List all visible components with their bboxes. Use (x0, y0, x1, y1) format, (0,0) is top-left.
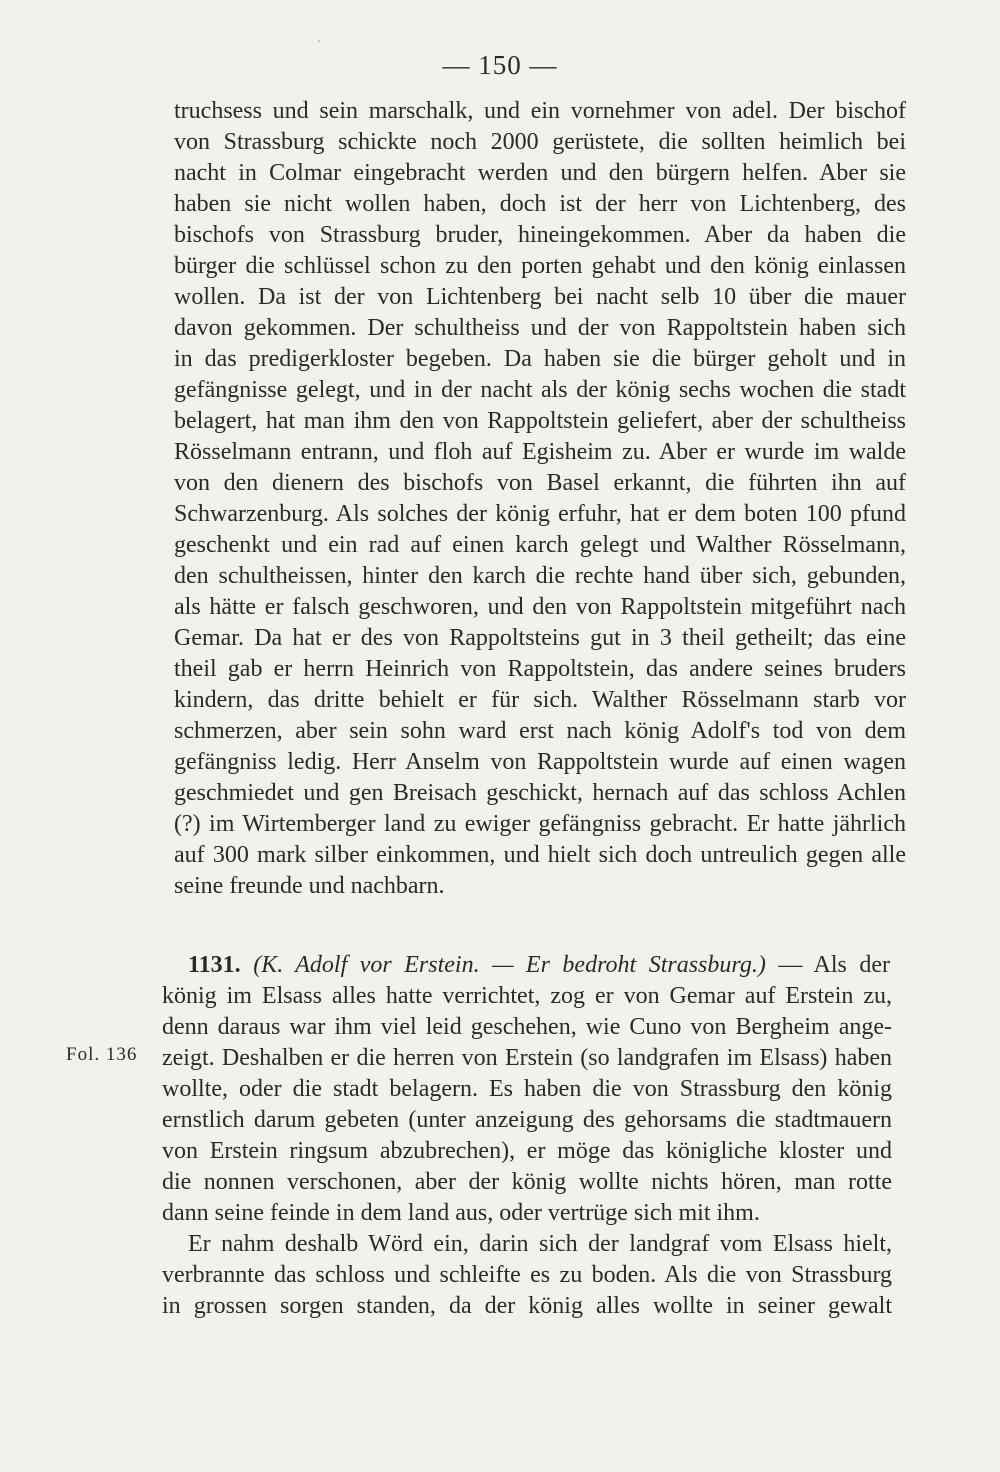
text-line: in das predigerkloster begeben. Da haben sie die bürger geholt und in (174, 346, 906, 372)
text-line: als hätte er falsch geschworen, und den von Rappoltstein mitgeführt nach (174, 594, 906, 620)
entry-heading-rest: — Als der (778, 952, 891, 978)
text-line: gefängniss ledig. Herr Anselm von Rappoltstein wurde auf einen wagen (174, 749, 906, 775)
text-line: geschenkt und ein rad auf einen karch gelegt und Walther Rösselmann, (174, 532, 906, 558)
text-line: zeigt. Deshalben er die herren von Erstein (so landgrafen im Elsass) haben (162, 1045, 892, 1071)
text-line: ernstlich darum gebeten (unter anzeigung des gehorsams die stadtmauern (162, 1107, 892, 1133)
text-line: nacht in Colmar eingebracht werden und den bürgern helfen. Aber sie (174, 160, 906, 186)
text-line: geschmiedet und gen Breisach geschickt, hernach auf das schloss Achlen (174, 780, 906, 806)
text-line: kindern, das dritte behielt er für sich. Walther Rösselmann starb vor (174, 687, 906, 713)
text-line: davon gekommen. Der schultheiss und der von Rappoltstein haben sich (174, 315, 906, 341)
text-line: Gemar. Da hat er des von Rappoltsteins gut in 3 theil getheilt; das eine (174, 625, 906, 651)
text-line: gefängnisse gelegt, und in der nacht als der könig sechs wochen die stadt (174, 377, 906, 403)
text-line: auf 300 mark silber einkommen, und hielt sich doch untreulich gegen alle (174, 842, 906, 868)
text-line: seine freunde und nachbarn. (174, 873, 445, 899)
text-line: den schultheissen, hinter den karch die rechte hand über sich, gebunden, (174, 563, 906, 589)
text-line: von Erstein ringsum abzubrechen), er möge das königliche kloster und (162, 1138, 892, 1164)
text-line: theil gab er herrn Heinrich von Rappoltstein, das andere seines bruders (174, 656, 906, 682)
text-line: wollte, oder die stadt belagern. Es haben die von Strassburg den könig (162, 1076, 892, 1102)
text-line: die nonnen verschonen, aber der könig wollte nichts hören, man rotte (162, 1169, 892, 1195)
text-line: bürger die schlüssel schon zu den porten gehabt und den könig einlassen (174, 253, 906, 279)
entry-title: (K. Adolf vor Erstein. — Er bedroht Strassburg.) (253, 952, 766, 978)
folio-margin-note: Fol. 136 (66, 1044, 138, 1065)
text-line: dann seine feinde in dem land aus, oder vertrüge sich mit ihm. (162, 1200, 760, 1226)
text-line: Schwarzenburg. Als solches der könig erfuhr, hat er dem boten 100 pfund (174, 501, 906, 527)
text-line: haben sie nicht wollen haben, doch ist der herr von Lichtenberg, des (174, 191, 906, 217)
text-line: schmerzen, aber sein sohn ward erst nach könig Adolf's tod von dem (174, 718, 906, 744)
text-line: von den dienern des bischofs von Basel erkannt, die führten ihn auf (174, 470, 906, 496)
text-line: Er nahm deshalb Wörd ein, darin sich der landgraf vom Elsass hielt, (188, 1231, 892, 1257)
text-line: (?) im Wirtemberger land zu ewiger gefängniss gebracht. Er hatte jährlich (174, 811, 906, 837)
text-line: könig im Elsass alles hatte verrichtet, zog er von Gemar auf Erstein zu, (162, 983, 892, 1009)
entry-number: 1131. (188, 952, 241, 978)
page-number: — 150 — (442, 50, 558, 80)
text-line: truchsess und sein marschalk, und ein vornehmer von adel. Der bischof (174, 98, 906, 124)
text-line: verbrannte das schloss und schleifte es zu boden. Als die von Strassburg (162, 1262, 892, 1288)
text-line: belagert, hat man ihm den von Rappoltstein geliefert, aber der schultheiss (174, 408, 906, 434)
text-line: denn daraus war ihm viel leid geschehen, wie Cuno von Bergheim ange- (162, 1014, 892, 1040)
text-line: bischofs von Strassburg bruder, hineingekommen. Aber da haben die (174, 222, 906, 248)
text-line: von Strassburg schickte noch 2000 gerüstete, die sollten heimlich bei (174, 129, 906, 155)
text-line: in grossen sorgen standen, da der könig alles wollte in seiner gewalt (162, 1293, 892, 1319)
entry-heading-line (188, 950, 890, 980)
text-line: Rösselmann entrann, und floh auf Egisheim zu. Aber er wurde im walde (174, 439, 906, 465)
paper-speck (318, 40, 320, 42)
text-line: wollen. Da ist der von Lichtenberg bei nacht selb 10 über die mauer (174, 284, 906, 310)
